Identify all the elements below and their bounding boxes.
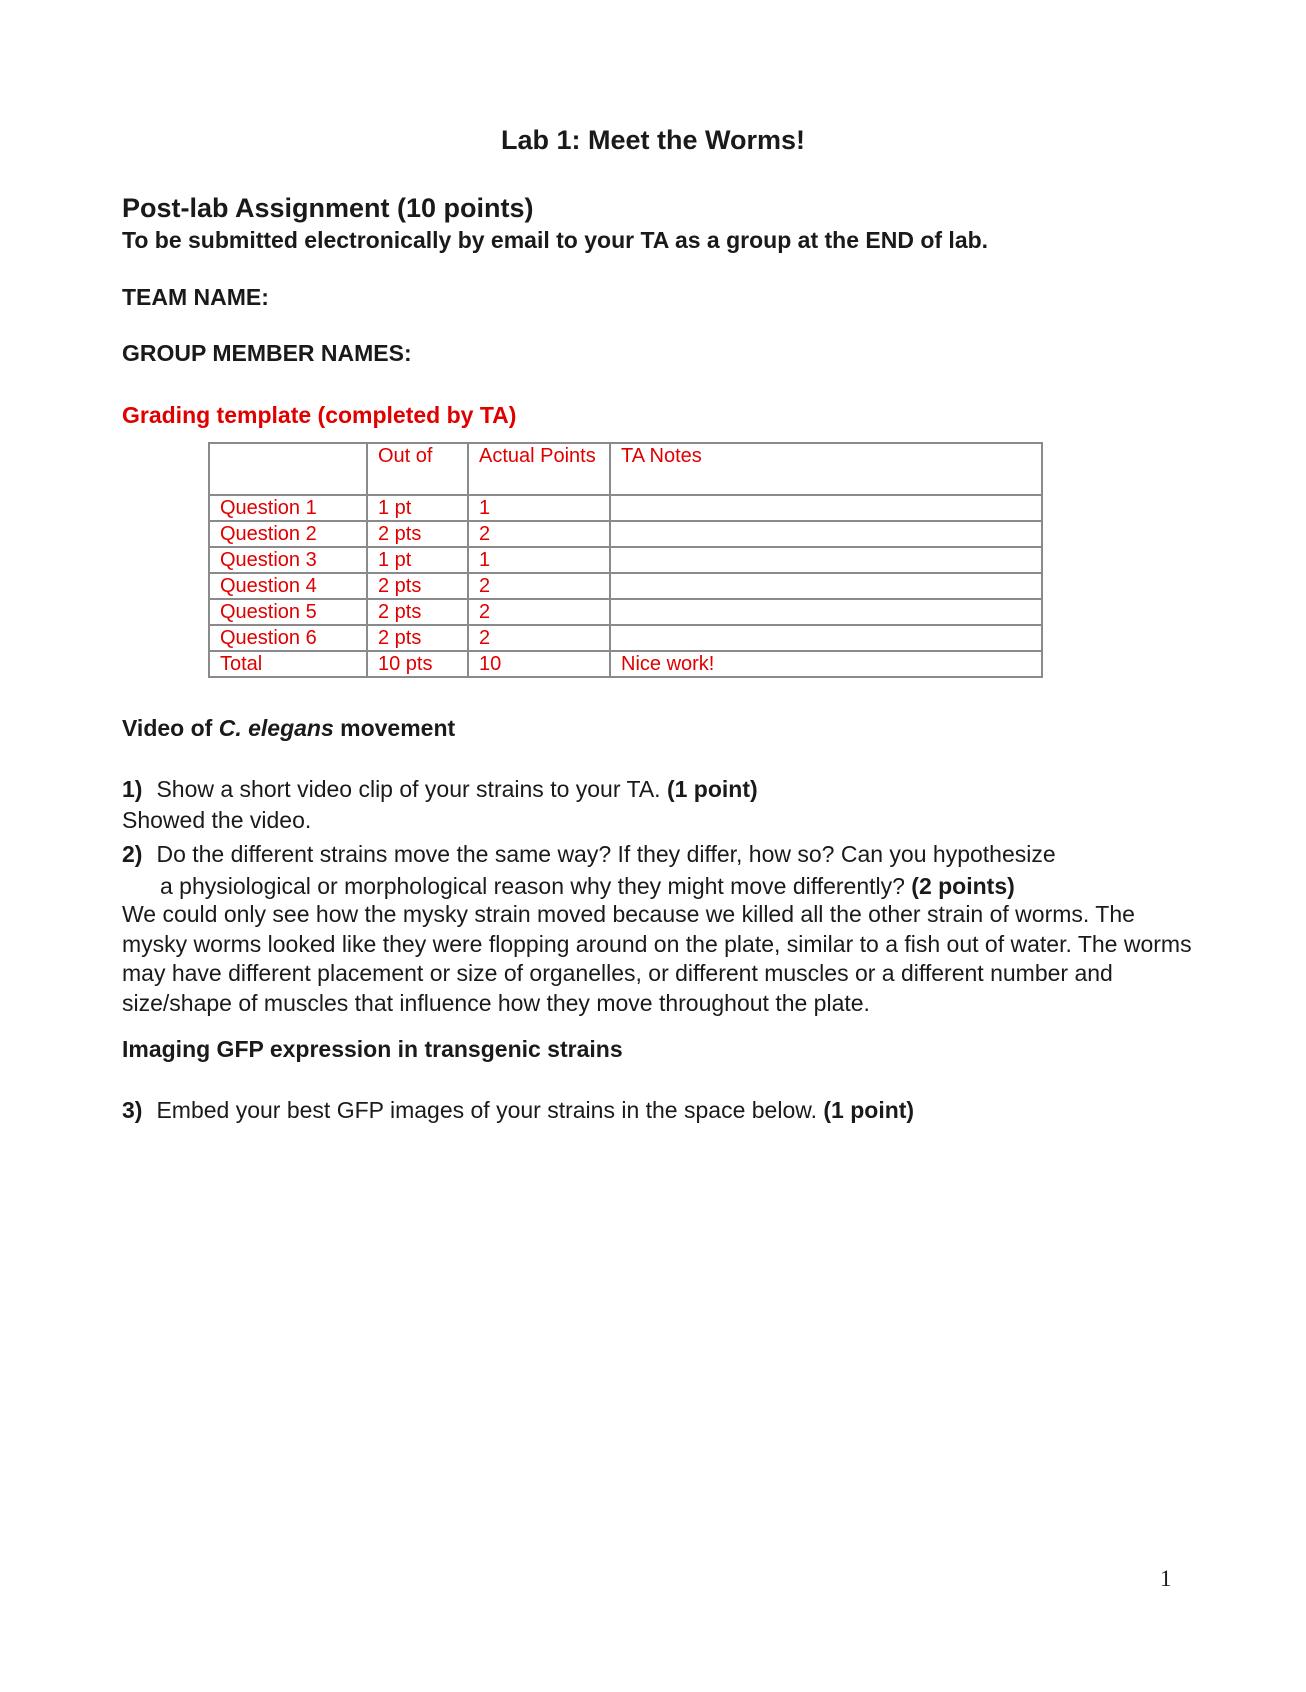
- row-item: Total: [209, 651, 367, 677]
- submission-instructions: To be submitted electronically by email to your TA as a group at the END of lab.: [122, 227, 989, 253]
- table-row: [209, 521, 1042, 547]
- table-row: [209, 547, 1042, 573]
- row-points: 1: [468, 495, 610, 521]
- question-points: (1 point): [666, 776, 758, 802]
- table-row: [209, 599, 1042, 625]
- grading-table-header: [209, 443, 1042, 495]
- row-item: Question 1: [209, 495, 367, 521]
- row-out-of: 2 pts: [367, 573, 468, 599]
- question-points: (1 point): [823, 1097, 915, 1123]
- row-out-of: 1 pt: [367, 495, 468, 521]
- header-cell-out-of: Out of: [367, 443, 468, 495]
- question-2-continued: [160, 870, 1015, 902]
- table-row: [209, 573, 1042, 599]
- grading-table: [208, 442, 1043, 678]
- question-3: [122, 1094, 914, 1126]
- question-1: [122, 773, 758, 805]
- row-out-of: 1 pt: [367, 547, 468, 573]
- question-text: Embed your best GFP images of your strains in the space below.: [156, 1097, 824, 1123]
- gfp-section-heading: Imaging GFP expression in transgenic strains: [122, 1036, 623, 1062]
- header-cell-actual-points: Actual Points: [468, 443, 610, 495]
- row-points: 1: [468, 547, 610, 573]
- row-notes: [610, 495, 1042, 521]
- document-title: Lab 1: Meet the Worms!: [500, 125, 806, 155]
- row-notes: [610, 625, 1042, 651]
- page-number: 1: [1160, 1566, 1172, 1591]
- row-notes: [610, 599, 1042, 625]
- question-number: 1): [122, 776, 143, 802]
- question-2: [122, 838, 1056, 870]
- question-text: Show a short video clip of your strains to your TA.: [156, 776, 667, 802]
- grading-template-heading: Grading template (completed by TA): [122, 402, 517, 428]
- question-number: 3): [122, 1097, 143, 1123]
- row-notes: [610, 547, 1042, 573]
- row-notes: [610, 573, 1042, 599]
- group-member-label: GROUP MEMBER NAMES:: [122, 340, 412, 366]
- row-item: Question 6: [209, 625, 367, 651]
- row-item: Question 3: [209, 547, 367, 573]
- row-out-of: 10 pts: [367, 651, 468, 677]
- question-text-line1: Do the different strains move the same way? If they differ, how so? Can you hypothesize: [156, 841, 1056, 867]
- row-notes: Nice work!: [610, 651, 1042, 677]
- row-out-of: 2 pts: [367, 625, 468, 651]
- row-notes: [610, 521, 1042, 547]
- question-points: (2 points): [911, 873, 1015, 899]
- table-row: [209, 495, 1042, 521]
- header-cell-ta-notes: TA Notes: [610, 443, 1042, 495]
- row-item: Question 4: [209, 573, 367, 599]
- table-row-total: [209, 651, 1042, 677]
- question-text-line2: a physiological or morphological reason why they might move differently?: [160, 873, 912, 899]
- video-section-heading: [122, 715, 455, 742]
- video-heading-species: C. elegans: [218, 715, 334, 741]
- assignment-heading: Post-lab Assignment (10 points): [122, 193, 534, 223]
- header-cell-blank: [209, 443, 367, 495]
- table-row: [209, 625, 1042, 651]
- row-out-of: 2 pts: [367, 599, 468, 625]
- row-item: Question 5: [209, 599, 367, 625]
- answer-2: We could only see how the mysky strain moved because we killed all the other strain of worms. The mysky worms looked like they were flopping around on the plate, similar to a fish out of water. The worms may have different placement or size of organelles, or different muscles or a different number and size/shape of muscles that influence how they move throughout the plate.: [122, 901, 1192, 1016]
- video-heading-pre: Video of: [122, 715, 219, 741]
- question-number: 2): [122, 841, 143, 867]
- row-out-of: 2 pts: [367, 521, 468, 547]
- row-item: Question 2: [209, 521, 367, 547]
- team-name-label: TEAM NAME:: [122, 284, 269, 310]
- row-points: 2: [468, 521, 610, 547]
- row-points: 2: [468, 625, 610, 651]
- row-points: 2: [468, 599, 610, 625]
- row-points: 10: [468, 651, 610, 677]
- row-points: 2: [468, 573, 610, 599]
- answer-1: Showed the video.: [122, 807, 312, 833]
- video-heading-post: movement: [333, 715, 456, 741]
